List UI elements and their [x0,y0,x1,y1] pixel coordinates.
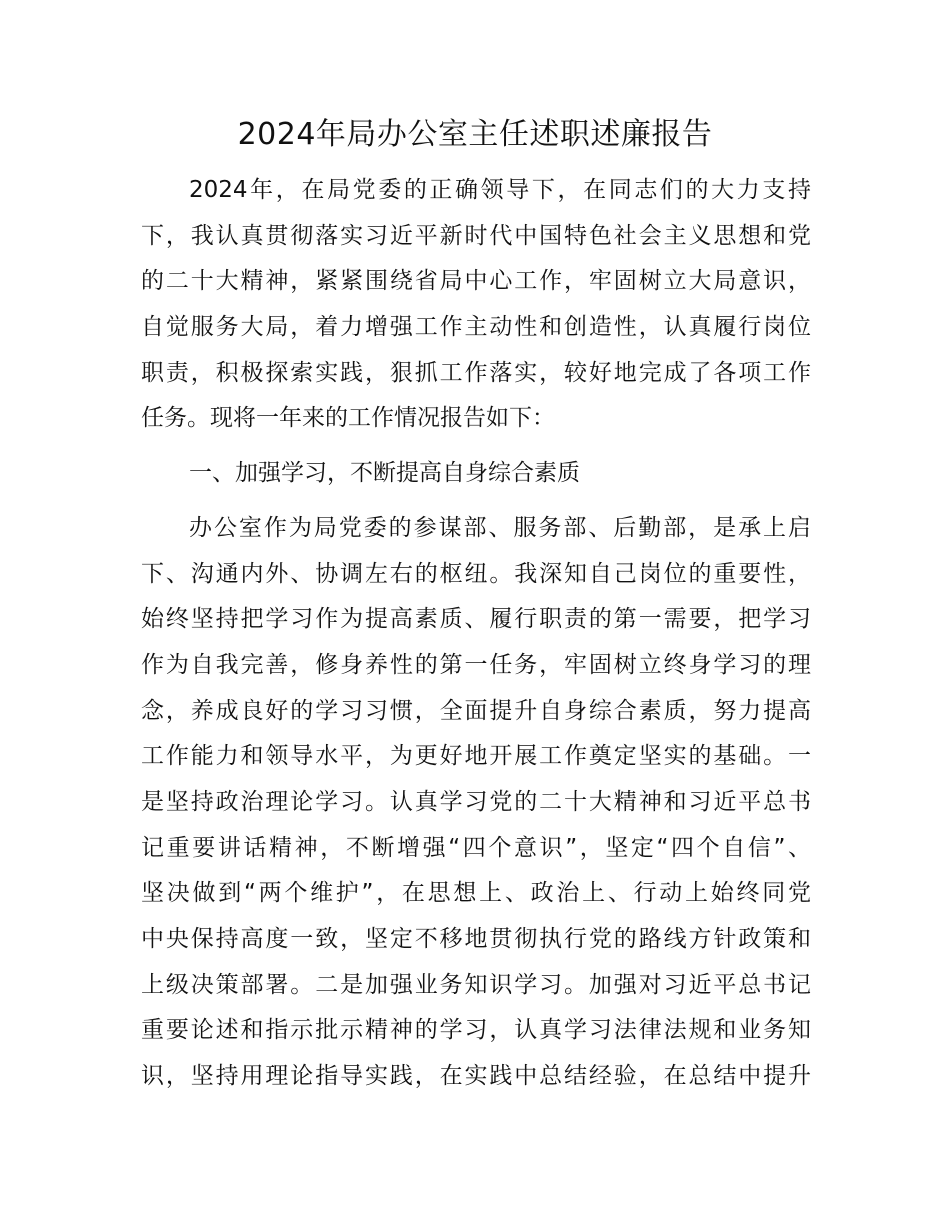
paragraph-spacer [141,497,811,506]
text-line: 任务。现将一年来的工作情况报告如下： [141,405,555,432]
text-line: 下、沟通内外、协调左右的枢纽。我深知自己岗位的重要性， [141,560,811,587]
text-line: 重要论述和指示批示精神的学习，认真学习法律法规和业务知 [141,1017,811,1044]
text-line: 是坚持政治理论学习。认真学习党的二十大精神和习近平总书 [141,788,811,815]
text-line: 2024年，在局党委的正确领导下，在同志们的大力支持 [189,177,811,203]
text-line: 下，我认真贯彻落实习近平新时代中国特色社会主义思想和党 [141,222,811,249]
text-line: 的二十大精神，紧紧围绕省局中心工作，牢固树立大局意识， [141,268,811,295]
text-line: 记重要讲话精神，不断增强“四个意识”，坚定“四个自信”、 [141,834,811,861]
text-line: 念，养成良好的学习习惯，全面提升自身综合素质，努力提高 [141,697,811,724]
text-line: 办公室作为局党委的参谋部、服务部、后勤部，是承上启 [189,514,811,541]
paragraph-spacer [141,442,811,451]
text-line: 作为自我完善，修身养性的第一任务，牢固树立终身学习的理 [141,651,811,678]
text-line: 上级决策部署。二是加强业务知识学习。加强对习近平总书记 [141,971,811,998]
text-line: 坚决做到“两个维护”，在思想上、政治上、行动上始终同党 [141,880,811,907]
text-line: 工作能力和领导水平，为更好地开展工作奠定坚实的基础。一 [141,743,811,770]
paragraph-intro [141,168,811,442]
section-heading [141,451,811,497]
document-title: 2024年局办公室主任述职述廉报告 [237,117,713,152]
text-line: 职责，积极探索实践，狠抓工作落实，较好地完成了各项工作 [141,359,811,386]
text-line: 自觉服务大局，着力增强工作主动性和创造性，认真履行岗位 [141,314,811,341]
text-line: 识，坚持用理论指导实践，在实践中总结经验，在总结中提升 [141,1063,811,1090]
paragraph-learning [141,506,811,1100]
document-body [141,168,811,1100]
section-heading-text: 一、加强学习，不断提高自身综合素质 [189,460,580,487]
text-line: 中央保持高度一致，坚定不移地贯彻执行党的路线方针政策和 [141,926,811,952]
text-line: 始终坚持把学习作为提高素质、履行职责的第一需要，把学习 [141,606,811,633]
